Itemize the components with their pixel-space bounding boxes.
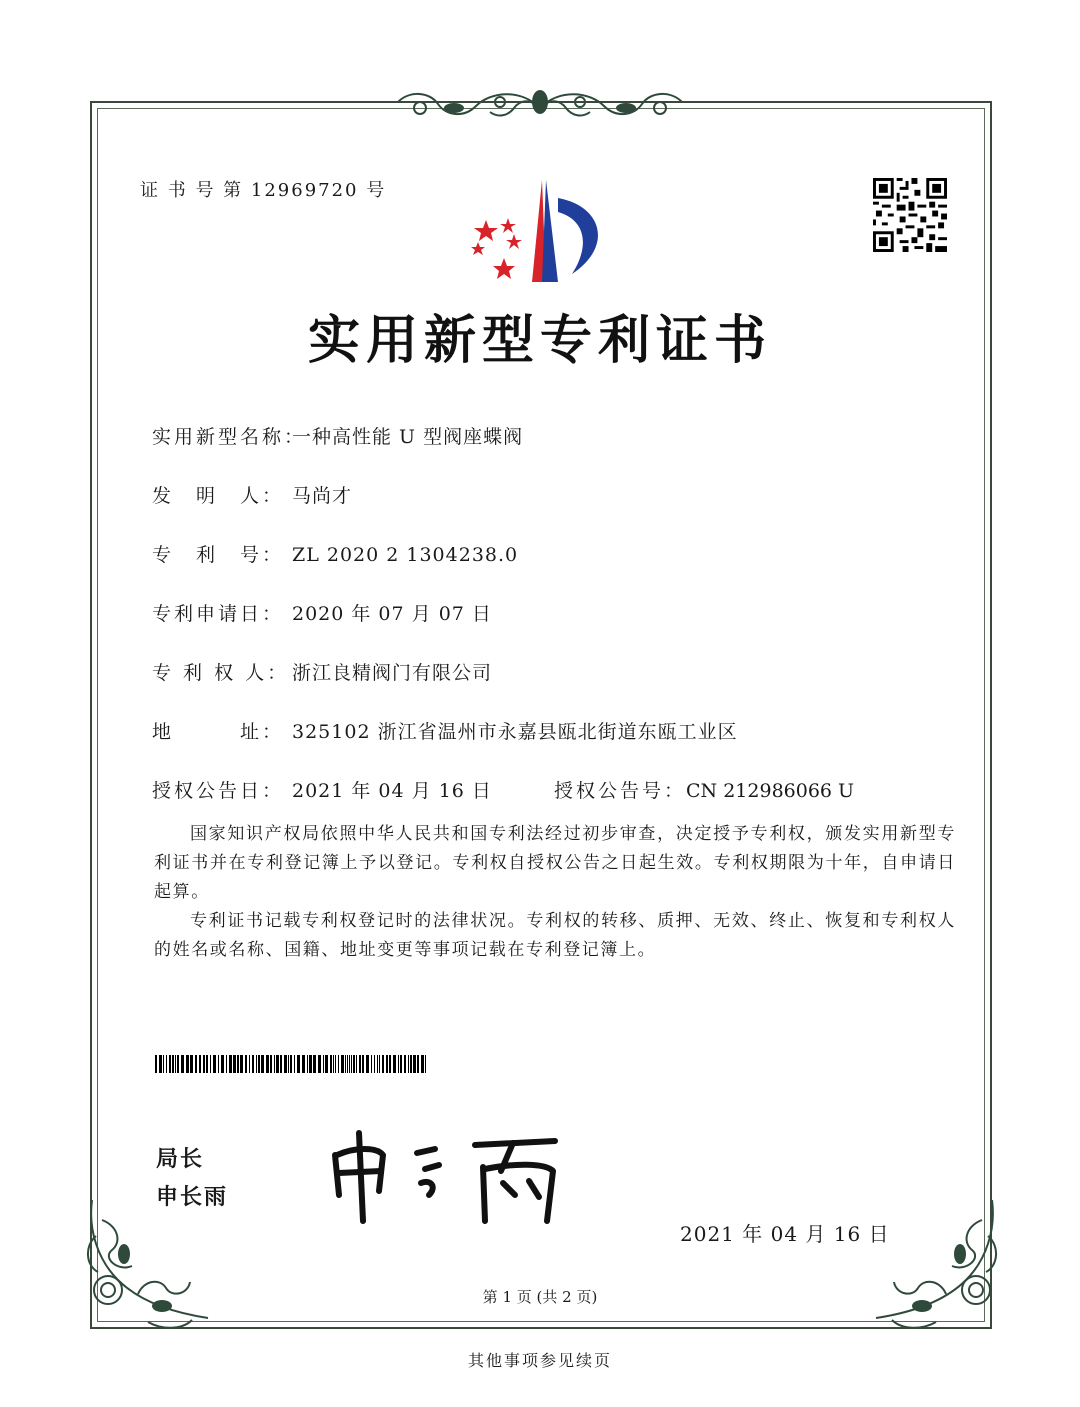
- director-name: 申长雨: [156, 1185, 229, 1210]
- field-value: 浙江良精阀门有限公司: [292, 662, 493, 684]
- bottom-right-ornament: [856, 1190, 1006, 1340]
- field-label: 授权公告号：: [554, 780, 687, 802]
- field-value: ZL 2020 2 1304238.0: [292, 544, 519, 566]
- field-value: 马尚才: [292, 485, 353, 507]
- field-patent-number: [152, 540, 518, 567]
- continuation-note: 其他事项参见续页: [467, 1351, 612, 1370]
- certificate-title: 实用新型专利证书: [307, 311, 772, 371]
- field-value: CN 212986066 U: [686, 780, 855, 802]
- field-address: [152, 717, 738, 744]
- signature-date: 2021 年 04 月 16 日: [680, 1222, 890, 1246]
- field-label: 专 利 号：: [152, 544, 285, 566]
- legal-status-statement: 专利证书记载专利权登记时的法律状况。专利权的转移、质押、无效、终止、恢复和专利权人的姓名或名称、国籍、地址变更等事项记载在专利登记簿上。: [154, 911, 956, 960]
- director-title: 局长: [156, 1147, 205, 1172]
- certificate-number: 证 书 号 第 12969720 号: [140, 180, 387, 201]
- field-label: 专 利 权 人：: [152, 662, 290, 684]
- field-label: 授权公告日：: [152, 780, 285, 802]
- cnipa-emblem: [462, 176, 622, 286]
- field-utility-model-name: [152, 422, 523, 449]
- field-application-date: [152, 599, 492, 626]
- field-value: 2020 年 07 月 07 日: [292, 603, 492, 625]
- barcode: [155, 1055, 430, 1073]
- field-value: 325102 浙江省温州市永嘉县瓯北街道东瓯工业区: [292, 721, 738, 743]
- top-ornament: [380, 78, 700, 134]
- director-signature: [325, 1125, 565, 1225]
- field-label: 发 明 人：: [152, 485, 285, 507]
- field-value: 一种高性能 U 型阀座蝶阀: [292, 426, 524, 448]
- qr-code[interactable]: [870, 178, 950, 252]
- field-label: 实用新型名称：: [152, 426, 307, 448]
- grant-statement: 国家知识产权局依照中华人民共和国专利法经过初步审查，决定授予专利权，颁发实用新型专利证书并在专利登记簿上予以登记。专利权自授权公告之日起生效。专利权期限为十年，自申请日起算。: [154, 824, 956, 902]
- field-label: 地 址：: [152, 721, 285, 743]
- bottom-left-ornament: [78, 1190, 228, 1340]
- page-indicator: 第 1 页 (共 2 页): [482, 1288, 598, 1306]
- field-announcement-date: [152, 776, 492, 803]
- field-announcement-number: [554, 776, 854, 803]
- field-value: 2021 年 04 月 16 日: [292, 780, 492, 802]
- field-patentee: [152, 658, 492, 685]
- field-label: 专利申请日：: [152, 603, 285, 625]
- field-inventor: [152, 481, 352, 508]
